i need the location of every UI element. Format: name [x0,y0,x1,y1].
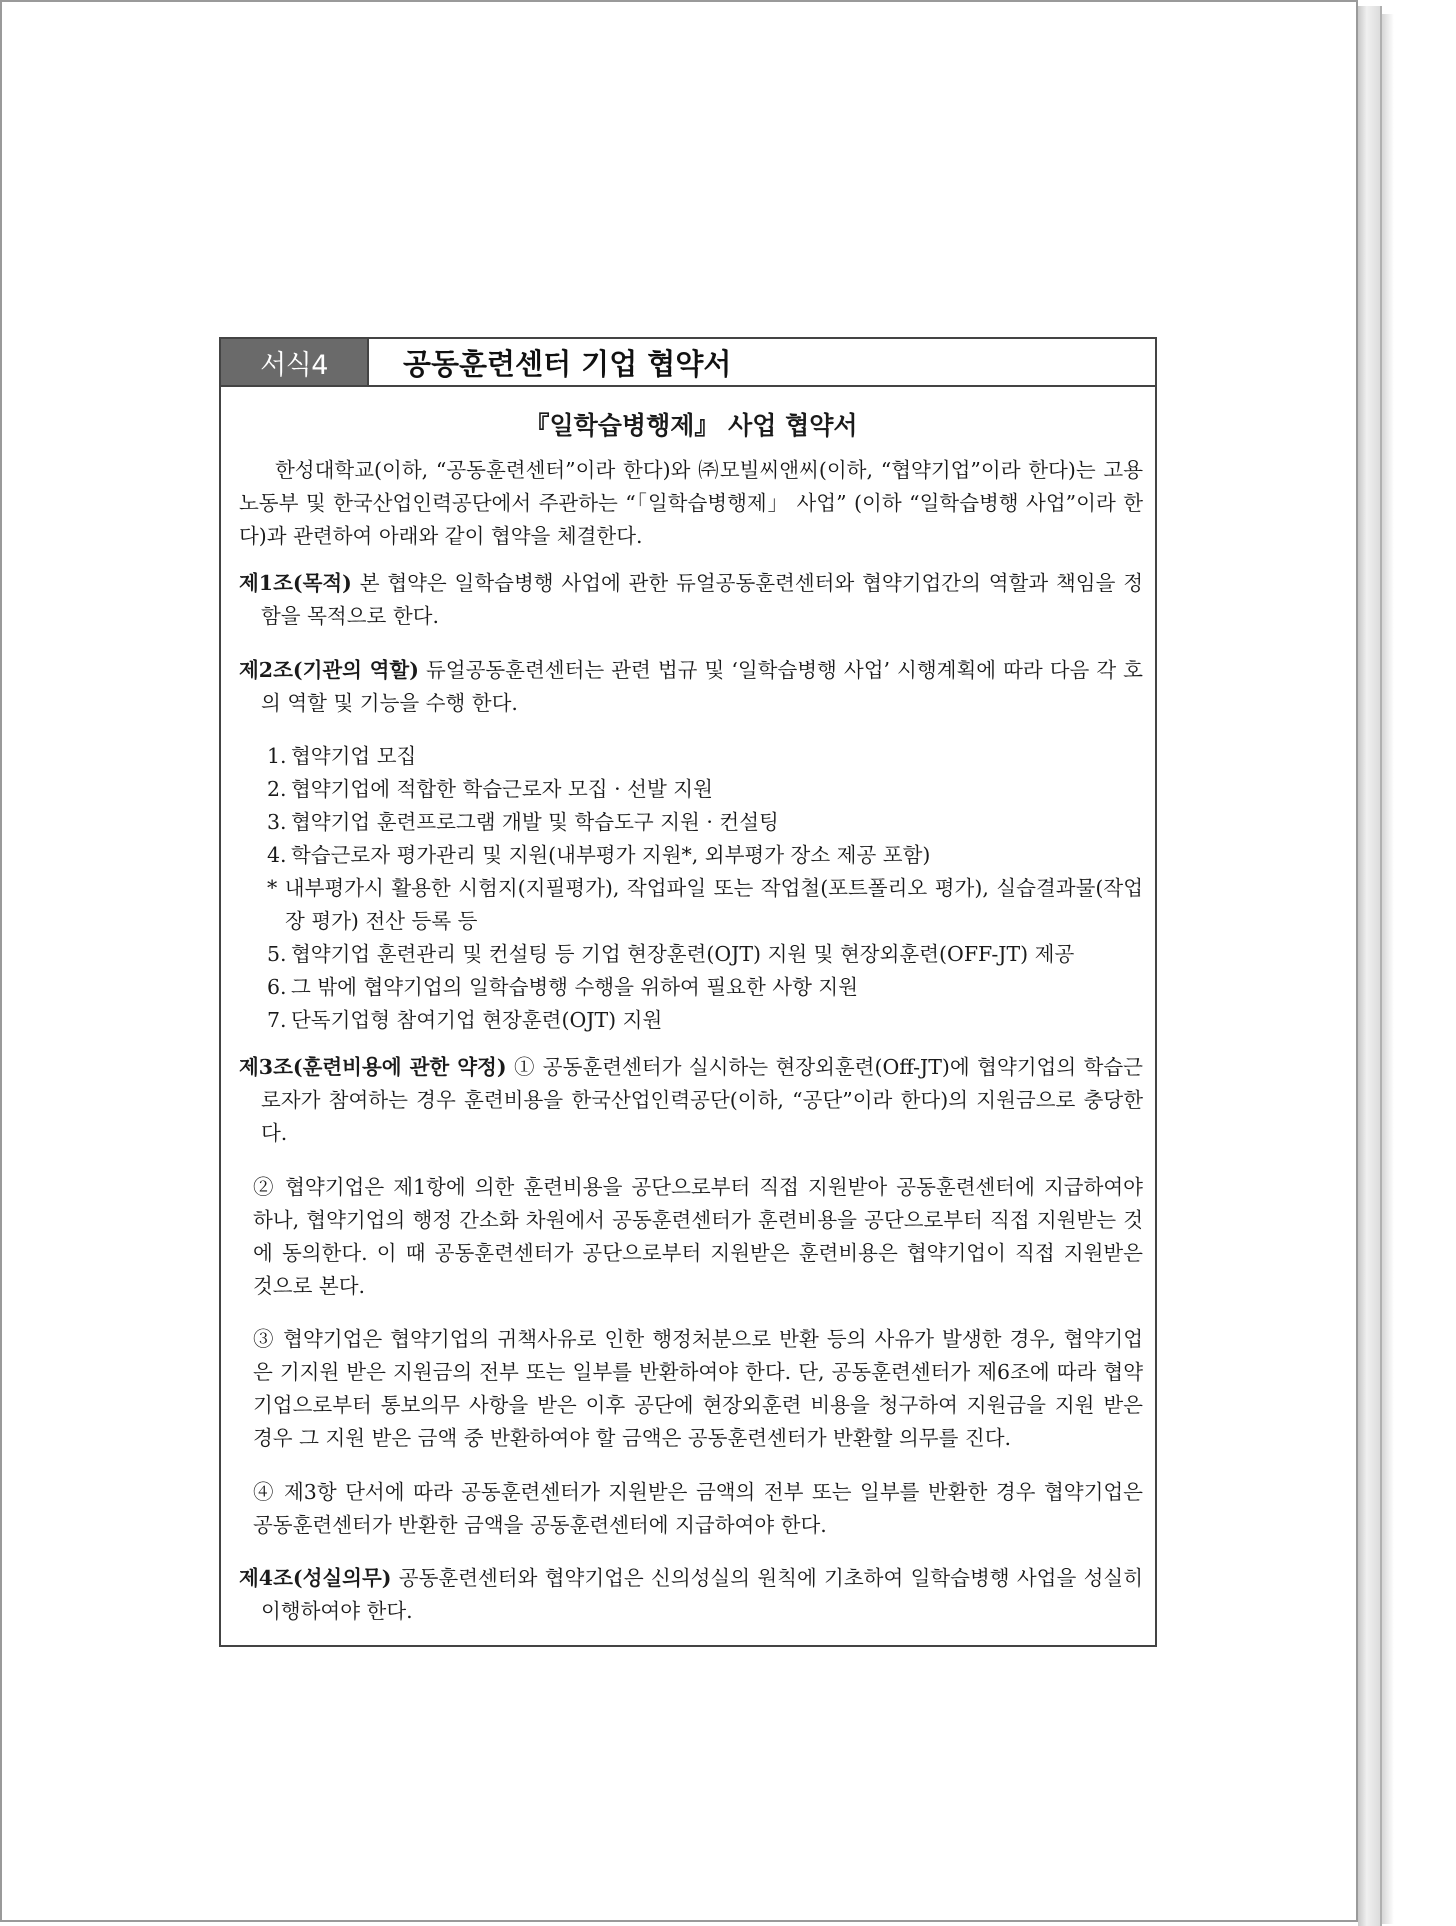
list-item-text: 그 밖에 협약기업의 일학습병행 수행을 위하여 필요한 사항 지원 [291,975,859,999]
list-item-text: 협약기업 훈련관리 및 컨설팅 등 기업 현장훈련(OJT) 지원 및 현장외훈련(OFF-JT) 제공 [291,942,1075,966]
article-2-list [239,740,1143,872]
form-header [221,339,1155,387]
list-item [267,938,1143,971]
article-4-text: 공동훈련센터와 협약기업은 신의성실의 원칙에 기초하여 일학습병행 사업을 성실히 이행하여야 한다. [261,1566,1143,1623]
list-item-number: 4. [267,843,287,867]
list-item [267,806,1143,839]
article-2 [239,654,1143,720]
article-1 [239,567,1143,633]
article-2-list-continued [239,938,1143,1037]
article-2-heading: 제2조(기관의 역할) [239,657,419,682]
footnote: * 내부평가시 활용한 시험지(지필평가), 작업파일 또는 작업철(포트폴리오 평가), 실습결과물(작업장 평가) 전산 등록 등 [267,876,1143,933]
article-4-heading: 제4조(성실의무) [239,1566,392,1590]
article-3-heading: 제3조(훈련비용에 관한 약정) [239,1055,507,1079]
list-item-text: 단독기업형 참여기업 현장훈련(OJT) 지원 [291,1008,663,1032]
form-tag: 서식4 [221,339,369,385]
list-item [267,773,1143,806]
page-edge [1358,6,1382,1926]
list-item-text: 협약기업에 적합한 학습근로자 모집 · 선발 지원 [291,777,713,801]
list-item-text: 학습근로자 평가관리 및 지원(내부평가 지원*, 외부평가 장소 제공 포함) [291,843,931,867]
intro-paragraph: 한성대학교(이하, “공동훈련센터”이라 한다)와 ㈜모빌씨앤씨(이하, “협약기업”이라 한다)는 고용노동부 및 한국산업인력공단에서 주관하는 “「일학습병행제」 사업” (이하 “일학습병행 사업”이라 한다)과 관련하여 아래와 같이 협약을 체결한다. [239,458,1143,548]
article-4 [239,1562,1143,1628]
article-1-text: 본 협약은 일학습병행 사업에 관한 듀얼공동훈련센터와 협약기업간의 역할과 책임을 정함을 목적으로 한다. [261,571,1143,628]
list-item-number: 7. [267,1008,287,1032]
list-item [267,839,1143,872]
list-item [267,971,1143,1004]
list-item [267,1004,1143,1037]
form-body [221,387,1155,1628]
article-3 [239,1051,1143,1150]
article-2-text: 듀얼공동훈련센터는 관련 법규 및 ‘일학습병행 사업’ 시행계획에 따라 다음 각 호의 역할 및 기능을 수행 한다. [261,657,1143,715]
article-3-clause-3: ③ 협약기업은 협약기업의 귀책사유로 인한 행정처분으로 반환 등의 사유가 발생한 경우, 협약기업은 기지원 받은 지원금의 전부 또는 일부를 반환하여야 한다. 단, 공동훈련센터가 제6조에 따라 협약기업으로부터 통보의무 사항을 받은 이후 공단에 현장외훈련 비용을 청구하여 지원금을 지원 받은 경우 그 지원 받은 금액 중 반환하여야 할 금액은 공동훈련센터가 반환할 의무를 진다. [253,1327,1143,1450]
document-title: 『일학습병행제』 사업 협약서 [524,411,858,440]
article-3-clause-2: ② 협약기업은 제1항에 의한 훈련비용을 공단으로부터 직접 지원받아 공동훈련센터에 지급하여야 하나, 협약기업의 행정 간소화 차원에서 공동훈련센터가 훈련비용을 공단으로부터 직접 지원받는 것에 동의한다. 이 때 공동훈련센터가 공단으로부터 지원받은 훈련비용은 협약기업이 직접 지원받은 것으로 본다. [253,1174,1143,1298]
form-frame [219,337,1157,1647]
form-title: 공동훈련센터 기업 협약서 [403,346,732,381]
list-item [267,740,1143,773]
list-item-text: 협약기업 모집 [291,744,417,768]
list-item-number: 3. [267,810,287,834]
list-item-number: 6. [267,975,287,999]
page-edge-shadow [1382,14,1394,1924]
list-item-number: 5. [267,942,287,966]
article-3-text: ① 공동훈련센터가 실시하는 현장외훈련(Off-JT)에 협약기업의 학습근로자가 참여하는 경우 훈련비용을 한국산업인력공단(이하, “공단”이라 한다)의 지원금으로 충당한다. [261,1055,1143,1145]
list-item-text: 협약기업 훈련프로그램 개발 및 학습도구 지원 · 컨설팅 [291,810,779,834]
article-1-heading: 제1조(목적) [239,571,352,595]
list-item-number: 2. [267,777,287,801]
article-3-clause-4: ④ 제3항 단서에 따라 공동훈련센터가 지원받은 금액의 전부 또는 일부를 반환한 경우 협약기업은 공동훈련센터가 반환한 금액을 공동훈련센터에 지급하여야 한다. [253,1479,1143,1537]
list-item-number: 1. [267,744,287,768]
